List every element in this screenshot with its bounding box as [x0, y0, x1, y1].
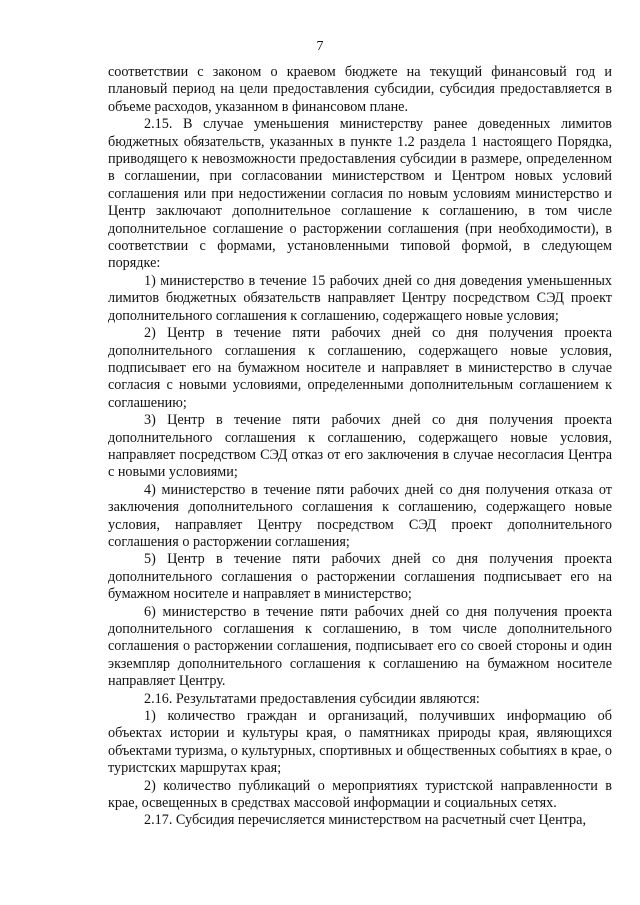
- paragraph-continuation: соответствии с законом о краевом бюджете на текущий финансовый год и плановый период на цели предоставления субсидии, субсидия предоставляется в объеме расходов, указанном в финансовом плане.: [108, 64, 612, 115]
- document-body: [108, 64, 612, 830]
- list-item-6: 6) министерство в течение пяти рабочих дней со дня получения проекта дополнительного соглашения к соглашению, в том числе дополнительного соглашения о расторжении соглашения, подписывает его со своей стороны и один экземпляр дополнительного соглашения к соглашению на бумажном носителе направляет Центру.: [108, 603, 612, 690]
- paragraph-2-15: 2.15. В случае уменьшения министерству ранее доведенных лимитов бюджетных обязательств, указанных в пункте 1.2 раздела 1 настоящего Порядка, приводящего к невозможности предоставления субсидии в размере, определенном в соглашении, при согласовании министерством и Центром новых условий соглашения или при недостижении согласия по новым условиям министерство и Центр заключают дополнительное соглашение к соглашению, в том числе дополнительное соглашение о расторжении соглашения (при необходимости), в соответствии с формами, установленными типовой формой, в следующем порядке:: [108, 116, 612, 272]
- result-item-2: 2) количество публикаций о мероприятиях туристской направленности в крае, освещенных в средствах массовой информации и социальных сетях.: [108, 777, 612, 812]
- paragraph-2-17: 2.17. Субсидия перечисляется министерством на расчетный счет Центра,: [144, 812, 586, 829]
- list-item-2: 2) Центр в течение пяти рабочих дней со дня получения проекта дополнительного соглашения к соглашению, содержащего новые условия, подписывает его на бумажном носителе и направляет в министерство в случае согласия с новыми условиями, определенными дополнительным соглашением к соглашению;: [108, 325, 612, 411]
- list-item-1: 1) министерство в течение 15 рабочих дней со дня доведения уменьшенных лимитов бюджетных обязательств направляет Центру посредством СЭД проект дополнительного соглашения к соглашению, содержащего новые условия;: [108, 272, 612, 324]
- list-item-5: 5) Центр в течение пяти рабочих дней со дня получения проекта дополнительного соглашения о расторжении соглашения подписывает его на бумажном носителе и направляет в министерство;: [108, 551, 612, 603]
- page-number: 7: [316, 39, 324, 54]
- list-item-3: 3) Центр в течение пяти рабочих дней со дня получения проекта дополнительного соглашения к соглашению, содержащего новые условия, направляет посредством СЭД отказ от его заключения в случае несогласия Центра с новыми условиями;: [108, 412, 612, 481]
- list-item-4: 4) министерство в течение пяти рабочих дней со дня получения отказа от заключения дополнительного соглашения к соглашению, содержащего новые условия, направляет Центру посредством СЭД проект дополнительного соглашения о расторжении соглашения;: [108, 481, 612, 550]
- paragraph-2-16: 2.16. Результатами предоставления субсидии являются:: [144, 690, 480, 707]
- result-item-1: 1) количество граждан и организаций, получивших информацию об объектах истории и культуры края, о памятниках природы края, являющихся объектами туризма, о культурных, спортивных и общественных событиях в крае, о туристских маршрутах края;: [108, 708, 612, 777]
